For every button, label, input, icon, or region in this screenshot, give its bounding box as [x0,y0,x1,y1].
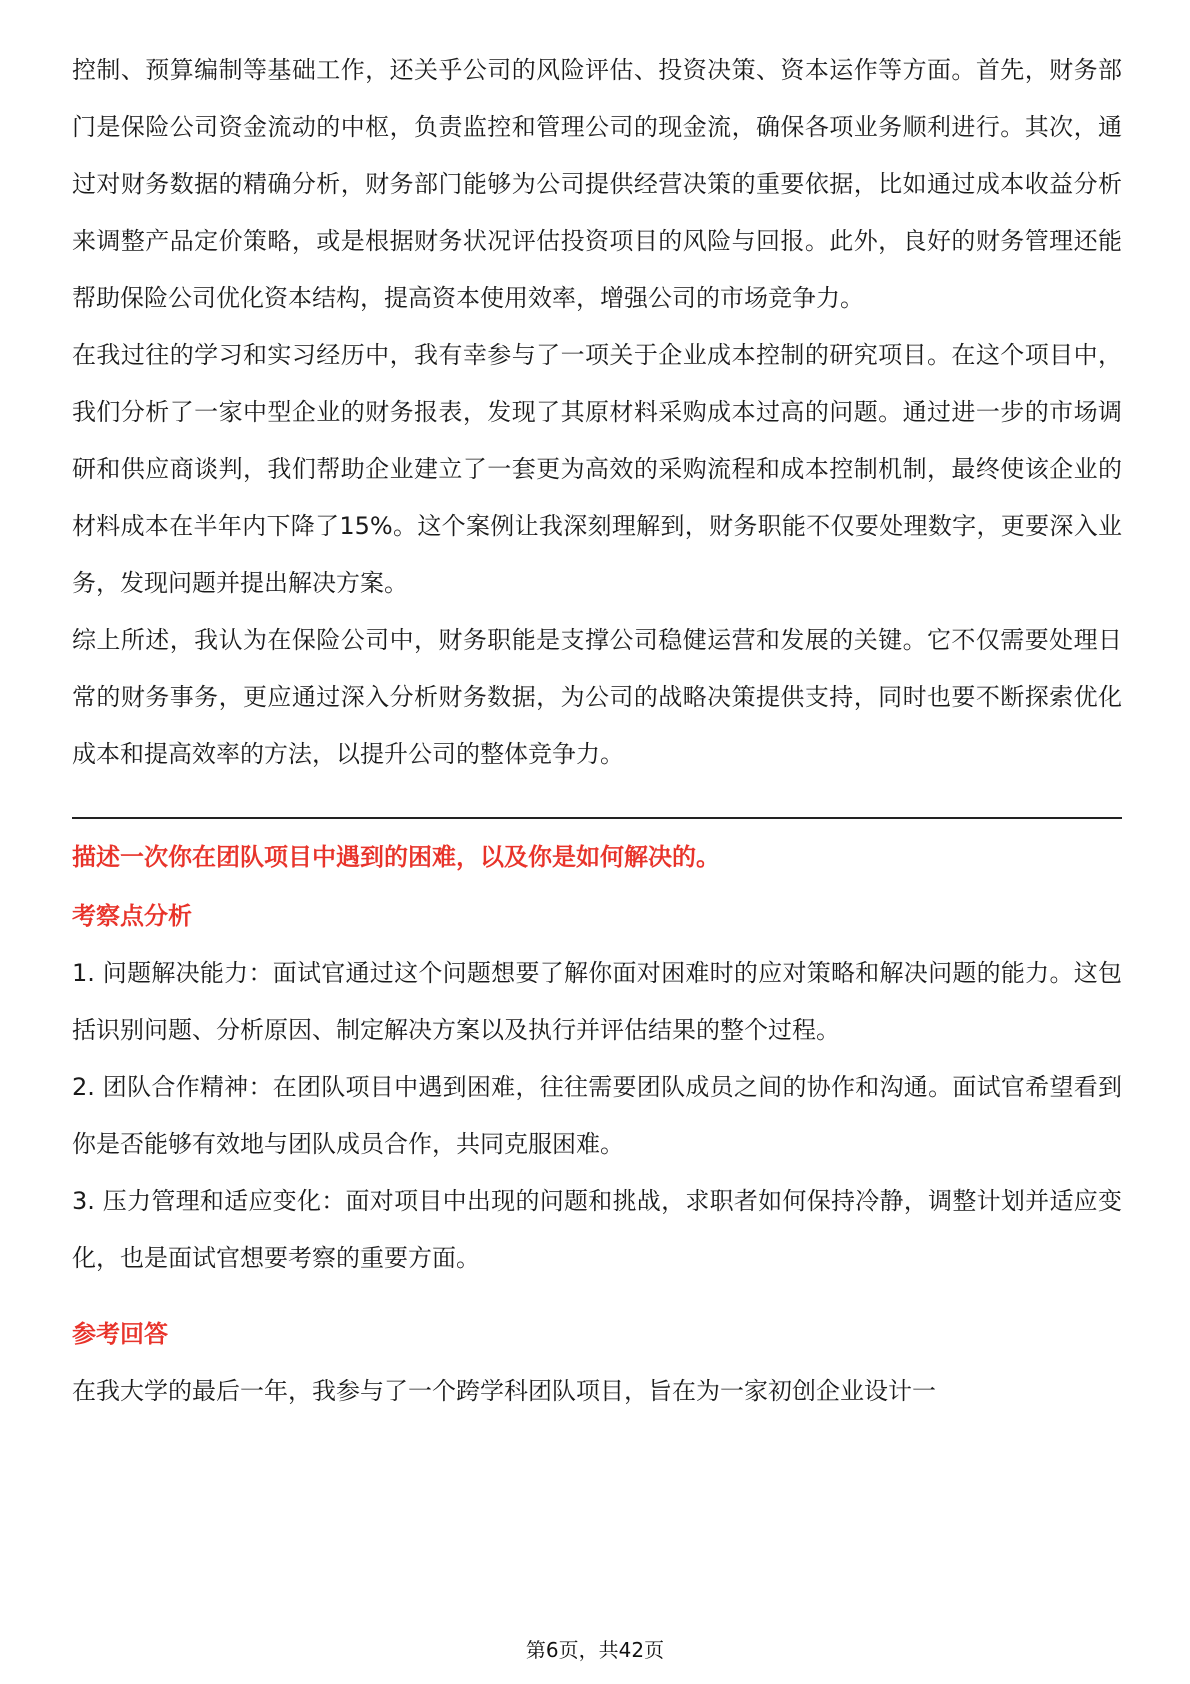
interview-question: 描述一次你在团队项目中遇到的困难，以及你是如何解决的。 [72,843,720,871]
body-paragraph-1: 控制、预算编制等基础工作，还关乎公司的风险评估、投资决策、资本运作等方面。首先，财务部门是保险公司资金流动的中枢，负责监控和管理公司的现金流，确保各项业务顺利进行。其次，通过对财务数据的精确分析，财务部门能够为公司提供经营决策的重要依据，比如通过成本收益分析来调整产品定价策略，或是根据财务状况评估投资项目的风险与回报。此外，良好的财务管理还能帮助保险公司优化资本结构，提高资本使用效率，增强公司的市场竞争力。 [72,56,1122,312]
analysis-item-2: 2. 团队合作精神：在团队项目中遇到困难，往往需要团队成员之间的协作和沟通。面试官希望看到你是否能够有效地与团队成员合作，共同克服困难。 [72,1073,1122,1158]
document-page [72,42,1122,1420]
body-paragraph-3: 综上所述，我认为在保险公司中，财务职能是支撑公司稳健运营和发展的关键。它不仅需要处理日常的财务事务，更应通过深入分析财务数据，为公司的战略决策提供支持，同时也要不断探索优化成本和提高效率的方法，以提升公司的整体竞争力。 [72,626,1122,768]
analysis-heading: 考察点分析 [72,902,192,930]
analysis-item-3: 3. 压力管理和适应变化：面对项目中出现的问题和挑战，求职者如何保持冷静，调整计划并适应变化，也是面试官想要考察的重要方面。 [72,1187,1122,1272]
section-divider [72,817,1122,819]
answer-paragraph: 在我大学的最后一年，我参与了一个跨学科团队项目，旨在为一家初创企业设计一 [72,1377,936,1405]
body-paragraph-2: 在我过往的学习和实习经历中，我有幸参与了一项关于企业成本控制的研究项目。在这个项目中，我们分析了一家中型企业的财务报表，发现了其原材料采购成本过高的问题。通过进一步的市场调研和供应商谈判，我们帮助企业建立了一套更为高效的采购流程和成本控制机制，最终使该企业的材料成本在半年内下降了15%。这个案例让我深刻理解到，财务职能不仅要处理数字，更要深入业务，发现问题并提出解决方案。 [72,341,1122,597]
page-number-footer: 第6页，共42页 [525,1638,665,1662]
answer-heading: 参考回答 [72,1320,168,1348]
analysis-item-1: 1. 问题解决能力：面试官通过这个问题想要了解你面对困难时的应对策略和解决问题的能力。这包括识别问题、分析原因、制定解决方案以及执行并评估结果的整个过程。 [72,959,1122,1044]
